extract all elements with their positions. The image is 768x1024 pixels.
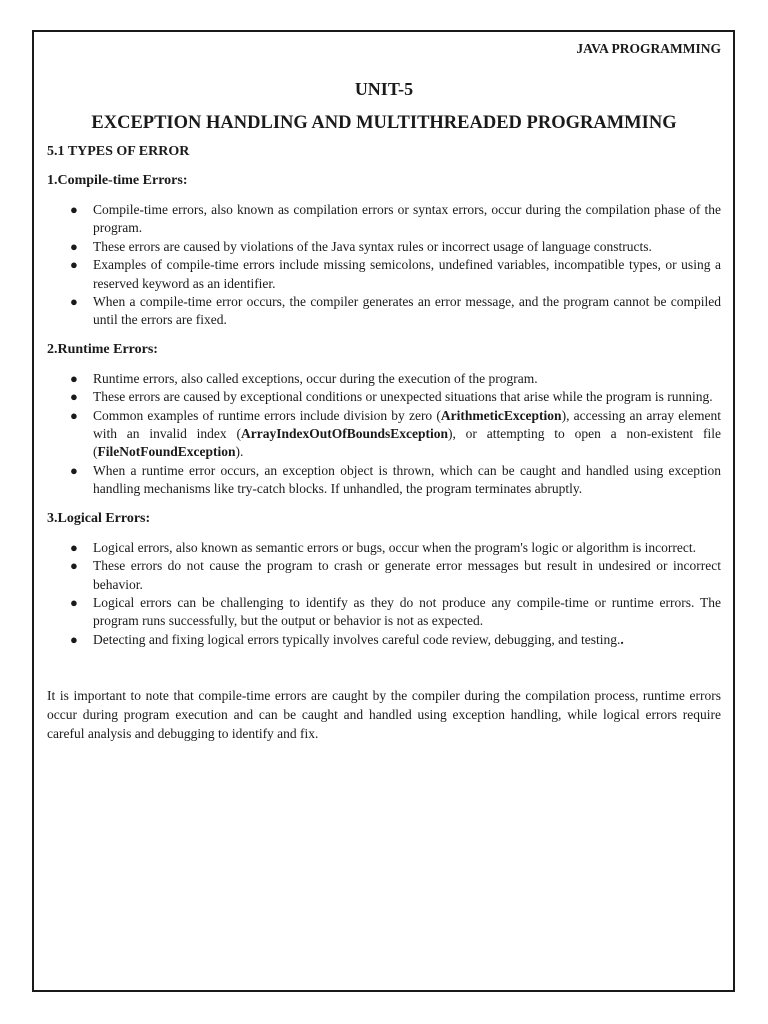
bullet-icon: ● — [70, 370, 78, 386]
running-header: JAVA PROGRAMMING — [576, 41, 721, 56]
list-item: ● Compile-time errors, also known as compilation errors or syntax errors, occur during the compilation phase of the program. — [70, 202, 721, 236]
exception-name: ArithmeticException — [440, 407, 562, 423]
section-heading: 5.1 TYPES OF ERROR — [47, 144, 190, 159]
bullet-icon: ● — [70, 594, 78, 610]
document-content — [47, 41, 721, 743]
bullet-icon: ● — [70, 389, 78, 405]
list-item: ● Examples of compile-time errors include missing semicolons, undefined variables, incompatible types, or using a reserved keyword as an identifier. — [70, 257, 721, 291]
runtime-list — [47, 370, 721, 499]
list-item: ● These errors do not cause the program to crash or generate error messages but result in undesired or incorrect behavior. — [70, 558, 721, 592]
unit-title: UNIT-5 — [354, 79, 414, 99]
bullet-icon: ● — [70, 558, 78, 574]
compile-time-heading: 1.Compile-time Errors: — [47, 173, 188, 188]
bullet-icon: ● — [70, 631, 78, 647]
bullet-icon: ● — [70, 539, 78, 555]
list-item: ● When a runtime error occurs, an exception object is thrown, which can be caught and handled using exception handling mechanisms like try-catch blocks. If unhandled, the program terminates abruptly. — [70, 462, 721, 497]
bullet-icon: ● — [70, 202, 78, 217]
chapter-title: EXCEPTION HANDLING AND MULTITHREADED PROGRAMMING — [91, 113, 677, 133]
bullet-icon: ● — [70, 238, 78, 254]
list-item: ● Logical errors can be challenging to identify as they do not produce any compile-time or runtime errors. The program runs successfully, but the output or behavior is not as expected. — [70, 594, 721, 629]
list-item: ● These errors are caused by violations of the Java syntax rules or incorrect usage of language constructs. — [47, 238, 721, 256]
list-item: ● Runtime errors, also called exceptions, occur during the execution of the program. — [47, 370, 721, 388]
runtime-heading: 2.Runtime Errors: — [47, 341, 158, 357]
exception-name: FileNotFoundException — [97, 444, 236, 460]
list-item: ● When a compile-time error occurs, the compiler generates an error message, and the program cannot be compiled until the errors are fixed. — [70, 294, 721, 328]
bullet-icon: ● — [70, 294, 78, 310]
bullet-icon: ● — [70, 257, 78, 273]
conclusion-paragraph: It is important to note that compile-time errors are caught by the compiler during the compilation process, runtime errors occur during program execution and can be caught and handled using exception handling, while logical errors require careful analysis and debugging to identify and fix. — [47, 688, 721, 742]
list-item: ● Detecting and fixing logical errors typically involves careful code review, debugging, and testing.. — [47, 631, 721, 649]
bullet-icon: ● — [70, 462, 78, 478]
list-item: ● These errors are caused by exceptional conditions or unexpected situations that arise while the program is running. — [47, 388, 721, 406]
list-item: ● Common examples of runtime errors include division by zero (ArithmeticException), accessing an array element with an invalid index (ArrayIndexOutOfBoundsException), or attempting to open a non-existent file (FileNotFoundException). — [70, 407, 721, 460]
list-item: ● Logical errors, also known as semantic errors or bugs, occur when the program's logic or algorithm is incorrect. — [47, 539, 721, 557]
exception-name: ArrayIndexOutOfBoundsException — [240, 426, 448, 442]
bullet-icon: ● — [70, 407, 78, 423]
compile-time-list — [47, 201, 721, 330]
logical-heading: 3.Logical Errors: — [47, 510, 151, 526]
logical-list — [47, 539, 721, 649]
